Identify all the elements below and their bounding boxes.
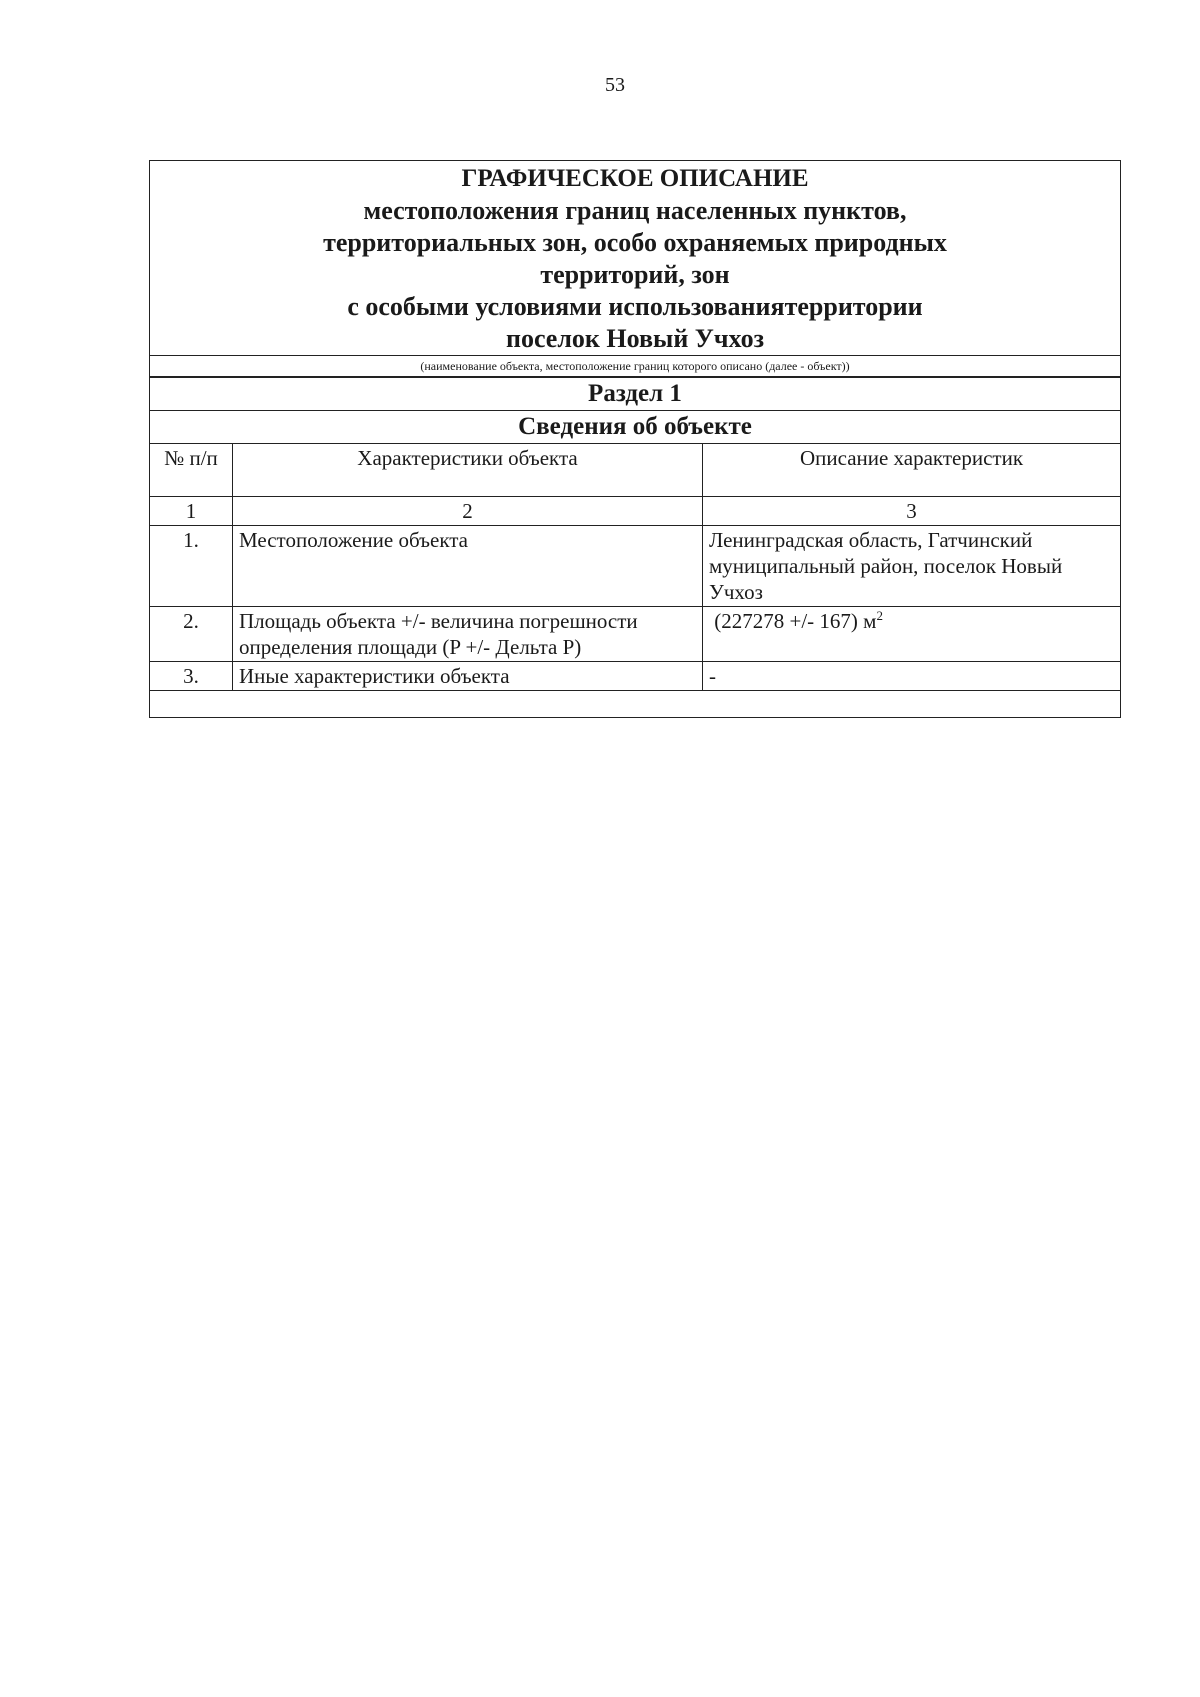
page-number: 53	[605, 74, 625, 96]
row-value-superscript: 2	[876, 608, 883, 623]
row-number: 1.	[150, 526, 233, 607]
row-value: Ленинградская область, Гатчинский муниципальный район, поселок Новый Учхоз	[703, 526, 1121, 607]
table-header-row	[150, 444, 1120, 497]
title-line-5: с особыми условиями использованиятерритории	[347, 292, 923, 321]
row-number: 2.	[150, 607, 233, 662]
empty-row	[150, 691, 1120, 718]
column-number: 2	[233, 497, 703, 526]
object-info-table	[150, 443, 1120, 717]
title-line-1: ГРАФИЧЕСКОЕ ОПИСАНИЕ	[461, 165, 809, 192]
row-characteristic: Площадь объекта +/- величина погрешности определения площади (P +/- Дельта P)	[233, 607, 703, 662]
row-number: 3.	[150, 662, 233, 691]
title-line-6: поселок Новый Учхоз	[505, 324, 765, 353]
row-characteristic: Местоположение объекта	[233, 526, 703, 607]
row-value-cell	[703, 607, 1121, 662]
title-line-4: территорий, зон	[540, 260, 730, 289]
header-description: Описание характеристик	[703, 444, 1121, 497]
row-value: (227278 +/- 167) м	[714, 609, 877, 633]
section-heading: Сведения об объекте	[150, 410, 1120, 443]
column-number: 3	[703, 497, 1121, 526]
row-characteristic: Иные характеристики объекта	[233, 662, 703, 691]
graphic-description-form	[149, 160, 1121, 718]
document-title	[150, 161, 1120, 355]
table-row	[150, 662, 1120, 691]
column-number-row	[150, 497, 1120, 526]
empty-cell	[150, 691, 1120, 718]
table-row	[150, 526, 1120, 607]
object-name-caption: (наименование объекта, местоположение границ которого описано (далее - объект))	[150, 355, 1120, 376]
table-row	[150, 607, 1120, 662]
column-number: 1	[150, 497, 233, 526]
section-label: Раздел 1	[150, 377, 1120, 410]
header-number: № п/п	[150, 444, 233, 497]
row-value: -	[703, 662, 1121, 691]
title-line-3: территориальных зон, особо охраняемых природных	[323, 228, 947, 257]
title-line-2: местоположения границ населенных пунктов,	[363, 196, 907, 225]
header-characteristic: Характеристики объекта	[233, 444, 703, 497]
